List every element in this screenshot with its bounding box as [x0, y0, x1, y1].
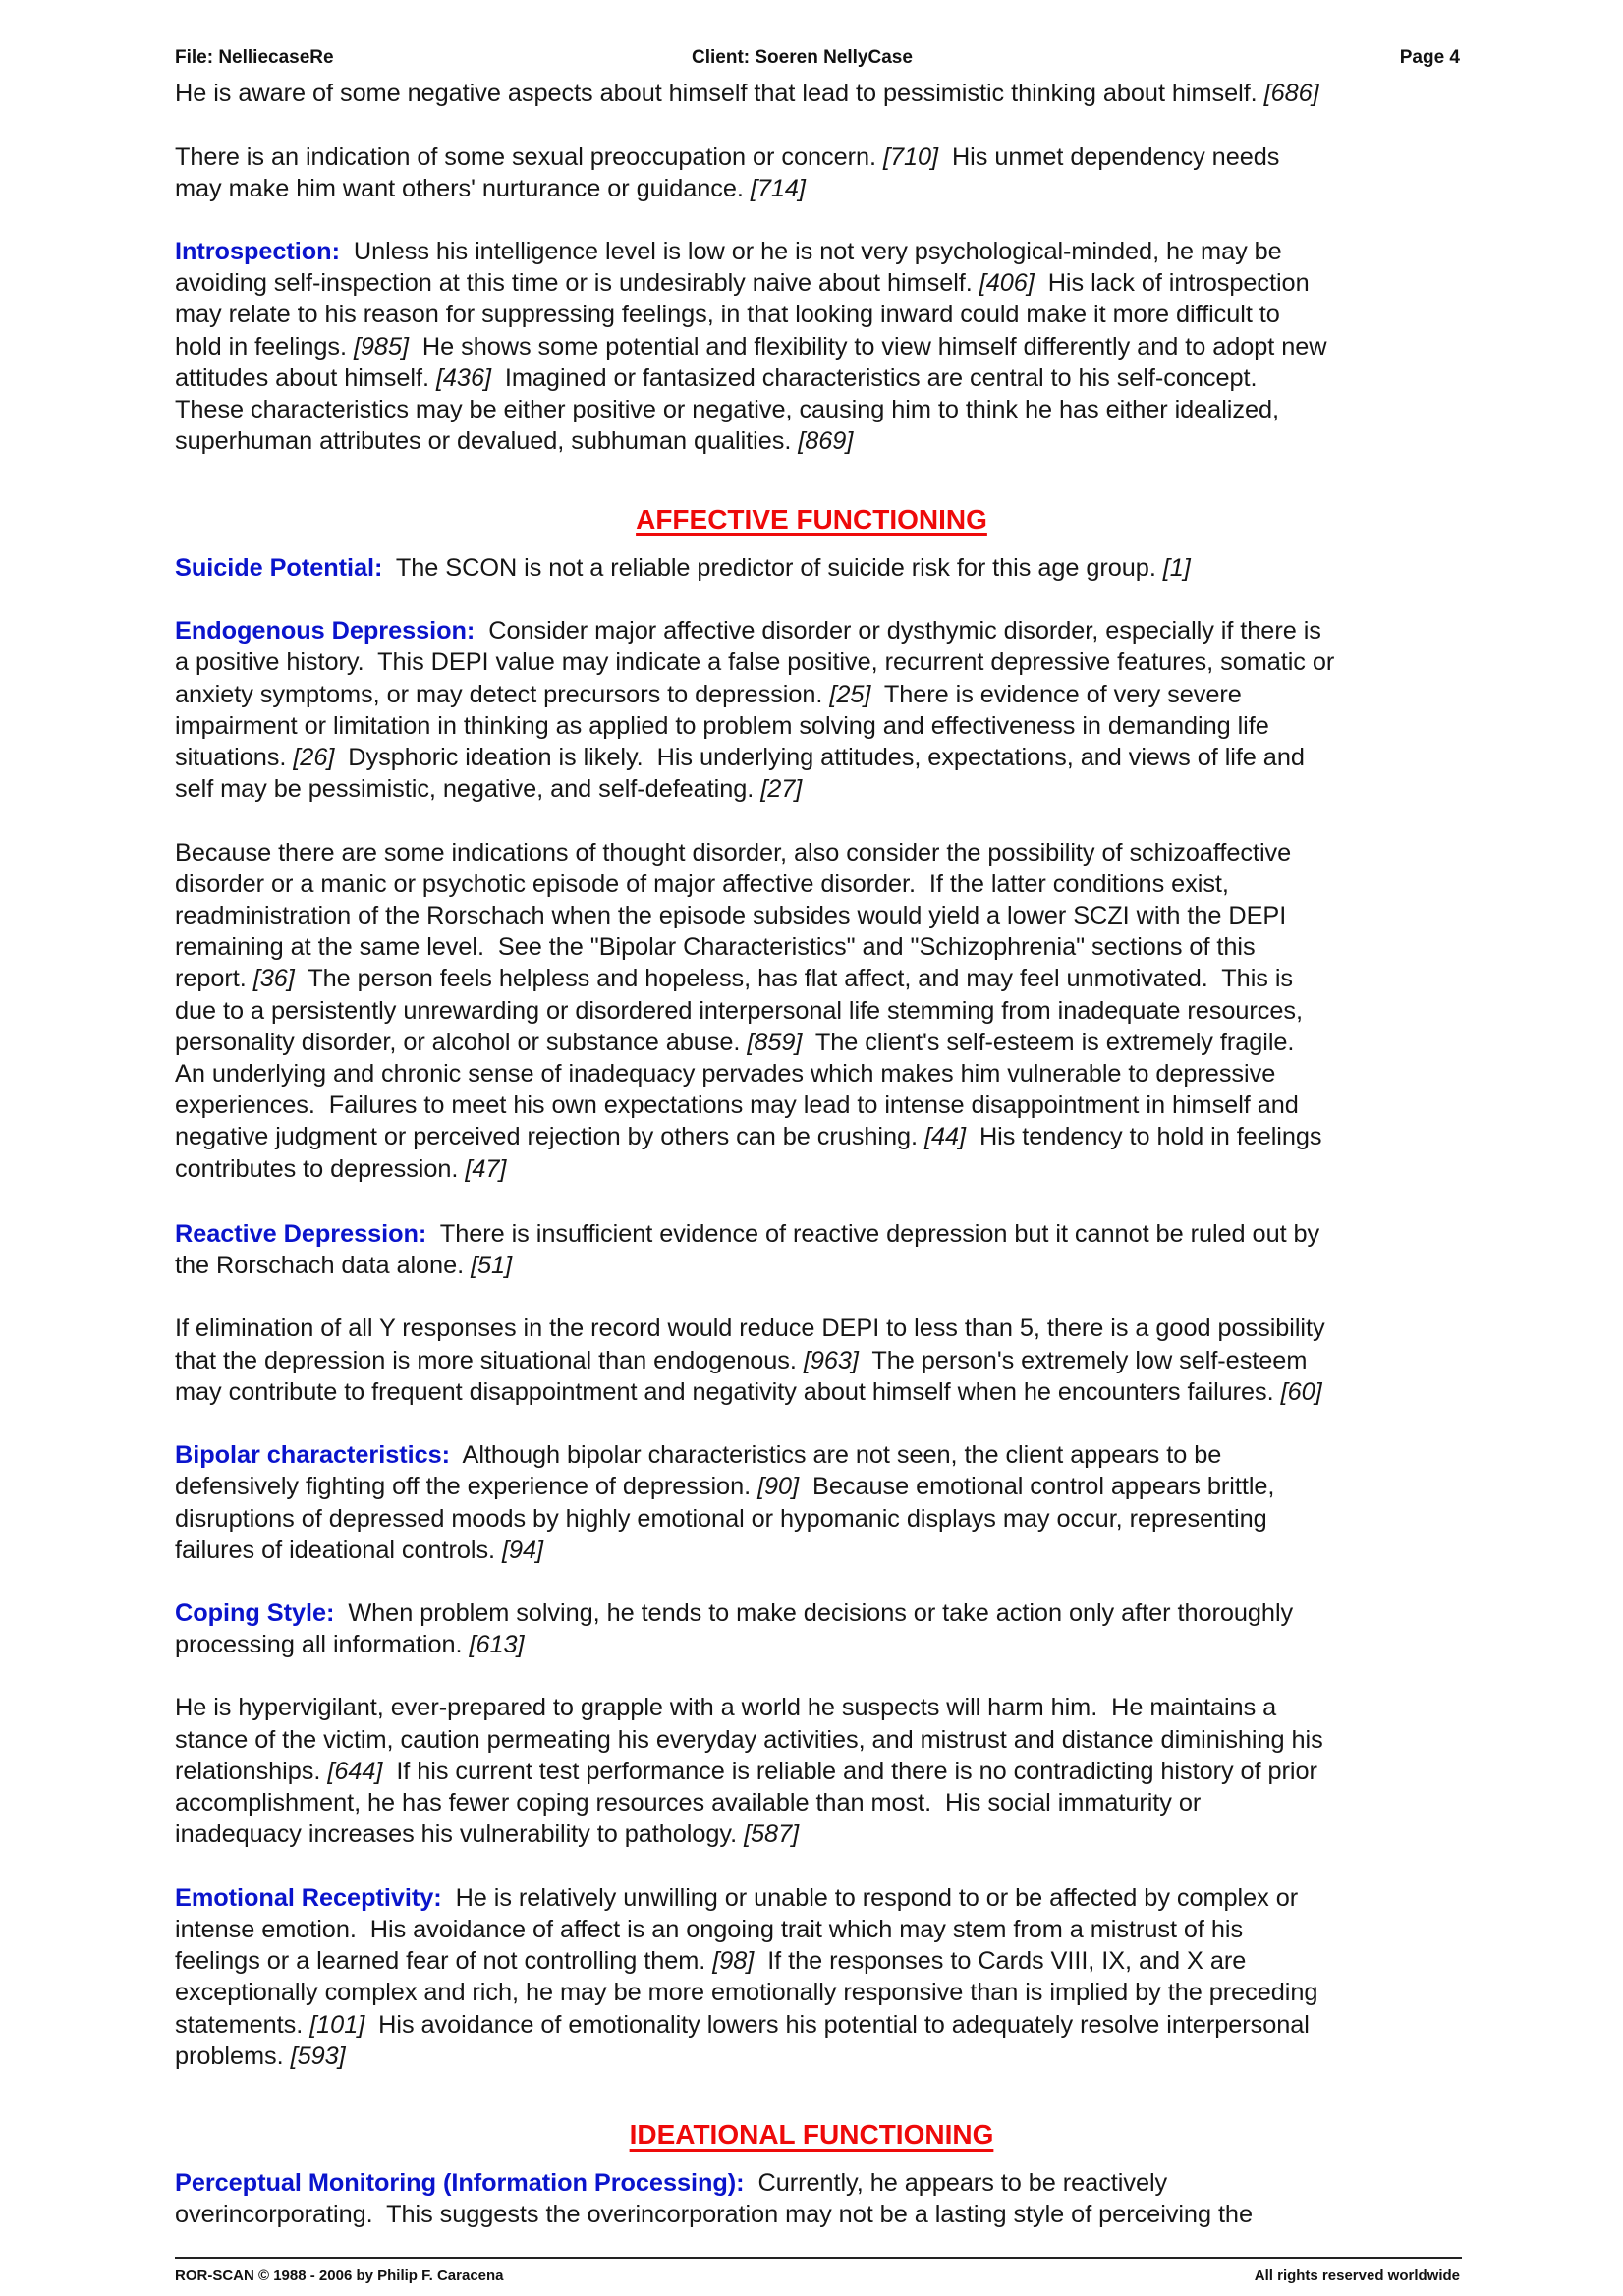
text-line	[175, 773, 802, 805]
line-text: exceptionally complex and rich, he may be more emotionally responsive than is implied by the preceding	[175, 1979, 1318, 2006]
line-text: may contribute to frequent disappointment and negativity about himself when he encounters failures.	[175, 1378, 1281, 1406]
text-line	[175, 2009, 1310, 2041]
text-line	[175, 1090, 1299, 1121]
reference-number: [101]	[309, 2011, 365, 2039]
section-heading-ideational: IDEATIONAL FUNCTIONING	[629, 2119, 994, 2150]
text-line	[175, 1977, 1317, 2008]
line-text: The SCON is not a reliable predictor of suicide risk for this age group.	[382, 554, 1163, 582]
line-text: avoiding self-inspection at this time or is undesirably naive about himself.	[175, 269, 979, 297]
text-line	[175, 1692, 1276, 1723]
line-text: may relate to his reason for suppressing feelings, in that looking inward could make it more difficult to	[175, 301, 1280, 328]
reference-number: [26]	[293, 744, 335, 771]
reference-number: [60]	[1280, 1378, 1322, 1406]
text-line	[175, 1313, 1325, 1344]
section-heading-affective: AFFECTIVE FUNCTIONING	[636, 504, 987, 534]
text-line	[175, 1724, 1323, 1756]
reference-number: [436]	[435, 364, 491, 392]
reference-number: [613]	[469, 1631, 525, 1658]
reference-number: [47]	[465, 1155, 507, 1183]
reference-number: [963]	[803, 1347, 859, 1374]
line-text: situations.	[175, 744, 294, 771]
line-text-continued: His tendency to hold in feelings	[965, 1123, 1322, 1150]
text-line	[175, 363, 1257, 394]
text-line	[175, 1535, 543, 1566]
line-text: He is aware of some negative aspects about himself that lead to pessimistic thinking about himself.	[175, 80, 1264, 107]
line-text: An underlying and chronic sense of inadequacy pervades which makes him vulnerable to depressive	[175, 1060, 1276, 1088]
client-name: Client: Soeren NellyCase	[692, 47, 913, 68]
line-text: Currently, he appears to be reactively	[744, 2169, 1168, 2197]
line-text-continued: The client's self-esteem is extremely fragile.	[802, 1029, 1295, 1056]
line-text: failures of ideational controls.	[175, 1537, 503, 1564]
line-text: If elimination of all Y responses in the record would reduce DEPI to less than 5, there is a good possibility	[175, 1315, 1325, 1342]
paragraph-lead-line	[175, 552, 1191, 584]
page-number: Page 4	[1399, 47, 1460, 68]
text-line	[175, 394, 1279, 425]
line-text: hold in feelings.	[175, 333, 354, 361]
line-text: There is insufficient evidence of reactive depression but it cannot be ruled out by	[426, 1220, 1320, 1248]
line-text: Unless his intelligence level is low or he is not very psychological-minded, he may be	[339, 238, 1282, 265]
reference-number: [36]	[252, 965, 295, 992]
reference-number: [985]	[353, 333, 409, 361]
text-line	[175, 1121, 1322, 1152]
line-text: Although bipolar characteristics are not seen, the client appears to be	[450, 1441, 1222, 1469]
text-line	[175, 1787, 1201, 1819]
text-line	[175, 995, 1303, 1027]
text-line	[175, 868, 1229, 900]
text-line	[175, 141, 1279, 173]
text-line	[175, 1756, 1317, 1787]
line-text-continued: There is evidence of very severe	[870, 681, 1242, 708]
reference-number: [710]	[882, 143, 938, 171]
line-text: anxiety symptoms, or may detect precursors to depression.	[175, 681, 830, 708]
line-text: attitudes about himself.	[175, 364, 436, 392]
text-line	[175, 1345, 1307, 1376]
line-text: There is an indication of some sexual preoccupation or concern.	[175, 143, 883, 171]
line-text: report.	[175, 965, 253, 992]
topic-label: Reactive Depression:	[175, 1220, 427, 1248]
topic-label: Perceptual Monitoring (Information Processing):	[175, 2169, 745, 2197]
line-text: intense emotion. His avoidance of affect is an ongoing trait which may stem from a mistrust of his	[175, 1916, 1244, 1943]
line-text-continued: If the responses to Cards VIII, IX, and X are	[754, 1947, 1247, 1975]
reference-number: [593]	[290, 2043, 346, 2070]
text-line	[175, 1153, 506, 1185]
reference-number: [587]	[744, 1820, 800, 1848]
line-text: readministration of the Rorschach when the episode subsides would yield a lower SCZI with the DEPI	[175, 902, 1287, 929]
line-text: problems.	[175, 2043, 291, 2070]
line-text: Because there are some indications of thought disorder, also consider the possibility of schizoaffective	[175, 839, 1292, 867]
line-text-continued: His unmet dependency needs	[938, 143, 1280, 171]
line-text: impairment or limitation in thinking as applied to problem solving and effectiveness in demanding life	[175, 712, 1269, 740]
text-line	[175, 1945, 1246, 1977]
text-line	[175, 742, 1305, 773]
text-line	[175, 1503, 1267, 1535]
footer-divider	[175, 2257, 1462, 2259]
text-line	[175, 646, 1334, 678]
paragraph-lead-line	[175, 1218, 1319, 1250]
reference-number: [1]	[1162, 554, 1191, 582]
text-line	[175, 710, 1269, 742]
text-line	[175, 1471, 1274, 1502]
topic-label: Coping Style:	[175, 1599, 335, 1627]
line-text: self may be pessimistic, negative, and self-defeating.	[175, 775, 761, 803]
text-line	[175, 2199, 1253, 2230]
reference-number: [27]	[760, 775, 803, 803]
paragraph-lead-line	[175, 236, 1282, 267]
text-line	[175, 679, 1242, 710]
reference-number: [98]	[712, 1947, 755, 1975]
reference-number: [90]	[757, 1473, 800, 1500]
topic-label: Introspection:	[175, 238, 340, 265]
text-line	[175, 837, 1291, 868]
line-text: remaining at the same level. See the "Bipolar Characteristics" and "Schizophrenia" sections of this	[175, 933, 1256, 961]
text-line	[175, 1629, 525, 1660]
line-text: a positive history. This DEPI value may indicate a false positive, recurrent depressive features, somatic or	[175, 648, 1335, 676]
topic-label: Bipolar characteristics:	[175, 1441, 450, 1469]
text-line	[175, 900, 1286, 931]
line-text: due to a persistently unrewarding or disordered interpersonal life stemming from inadequate resources,	[175, 997, 1303, 1025]
paragraph-lead-line	[175, 1597, 1293, 1629]
text-line	[175, 78, 1319, 109]
reference-number: [686]	[1263, 80, 1319, 107]
text-line	[175, 173, 806, 204]
reference-number: [51]	[471, 1252, 513, 1279]
line-text: accomplishment, he has fewer coping resources available than most. His social immaturity or	[175, 1789, 1202, 1817]
line-text-continued: The person's extremely low self-esteem	[858, 1347, 1308, 1374]
footer-copyright: ROR-SCAN © 1988 - 2006 by Philip F. Caracena	[175, 2268, 504, 2284]
text-line	[175, 931, 1256, 963]
line-text: superhuman attributes or devalued, subhuman qualities.	[175, 427, 799, 455]
line-text-continued: His lack of introspection	[1034, 269, 1310, 297]
line-text: the Rorschach data alone.	[175, 1252, 472, 1279]
line-text: experiences. Failures to meet his own expectations may lead to intense disappointment in himself and	[175, 1092, 1299, 1119]
line-text-continued: If his current test performance is reliable and there is no contradicting history of prior	[382, 1758, 1317, 1785]
line-text: disruptions of depressed moods by highly emotional or hypomanic displays may occur, representing	[175, 1505, 1267, 1533]
paragraph-lead-line	[175, 1882, 1298, 1914]
reference-number: [714]	[750, 175, 806, 202]
line-text: Consider major affective disorder or dysthymic disorder, especially if there is	[475, 617, 1321, 644]
line-text: overincorporating. This suggests the overincorporation may not be a lasting style of perceiving the	[175, 2201, 1253, 2228]
line-text: He is hypervigilant, ever-prepared to grapple with a world he suspects will harm him. He maintains a	[175, 1694, 1277, 1721]
topic-label: Suicide Potential:	[175, 554, 383, 582]
text-line	[175, 1914, 1243, 1945]
text-line	[175, 1376, 1322, 1408]
line-text-continued: The person feels helpless and hopeless, has flat affect, and may feel unmotivated. This is	[294, 965, 1294, 992]
line-text: may make him want others' nurturance or guidance.	[175, 175, 751, 202]
file-name: File: NelliecaseRe	[175, 47, 334, 68]
reference-number: [94]	[502, 1537, 544, 1564]
paragraph-lead-line	[175, 615, 1321, 646]
footer-rights: All rights reserved worldwide	[1254, 2268, 1460, 2284]
text-line	[175, 1819, 799, 1850]
reference-number: [859]	[747, 1029, 803, 1056]
text-line	[175, 331, 1326, 363]
line-text-continued: Because emotional control appears brittle,	[799, 1473, 1275, 1500]
line-text: When problem solving, he tends to make decisions or take action only after thoroughly	[334, 1599, 1294, 1627]
topic-label: Endogenous Depression:	[175, 617, 476, 644]
line-text-continued: Dysphoric ideation is likely. His underlying attitudes, expectations, and views of life and	[334, 744, 1305, 771]
line-text: These characteristics may be either positive or negative, causing him to think he has either idealized,	[175, 396, 1279, 423]
line-text: disorder or a manic or psychotic episode of major affective disorder. If the latter conditions exist,	[175, 870, 1229, 898]
text-line	[175, 963, 1293, 994]
line-text: defensively fighting off the experience of depression.	[175, 1473, 758, 1500]
reference-number: [44]	[923, 1123, 966, 1150]
line-text-continued: His avoidance of emotionality lowers his potential to adequately resolve interpersonal	[364, 2011, 1310, 2039]
text-line	[175, 1027, 1294, 1058]
line-text: stance of the victim, caution permeating his everyday activities, and mistrust and distance diminishing his	[175, 1726, 1323, 1754]
text-line	[175, 1058, 1275, 1090]
reference-number: [25]	[829, 681, 871, 708]
line-text: He is relatively unwilling or unable to respond to or be affected by complex or	[441, 1884, 1299, 1912]
text-line	[175, 425, 853, 457]
line-text: negative judgment or perceived rejection by others can be crushing.	[175, 1123, 924, 1150]
line-text-continued: Imagined or fantasized characteristics are central to his self-concept.	[490, 364, 1258, 392]
line-text: relationships.	[175, 1758, 328, 1785]
reference-number: [644]	[327, 1758, 383, 1785]
reference-number: [406]	[979, 269, 1035, 297]
paragraph-lead-line	[175, 2167, 1167, 2199]
line-text: contributes to depression.	[175, 1155, 466, 1183]
text-line	[175, 2041, 346, 2072]
line-text: that the depression is more situational than endogenous.	[175, 1347, 804, 1374]
text-line	[175, 299, 1280, 330]
line-text: inadequacy increases his vulnerability to pathology.	[175, 1820, 745, 1848]
line-text: statements.	[175, 2011, 310, 2039]
text-line	[175, 1250, 512, 1281]
topic-label: Emotional Receptivity:	[175, 1884, 442, 1912]
reference-number: [869]	[798, 427, 854, 455]
line-text: personality disorder, or alcohol or substance abuse.	[175, 1029, 748, 1056]
line-text: feelings or a learned fear of not controlling them.	[175, 1947, 713, 1975]
line-text: processing all information.	[175, 1631, 470, 1658]
text-line	[175, 267, 1310, 299]
paragraph-lead-line	[175, 1439, 1221, 1471]
line-text-continued: He shows some potential and flexibility to view himself differently and to adopt new	[408, 333, 1327, 361]
